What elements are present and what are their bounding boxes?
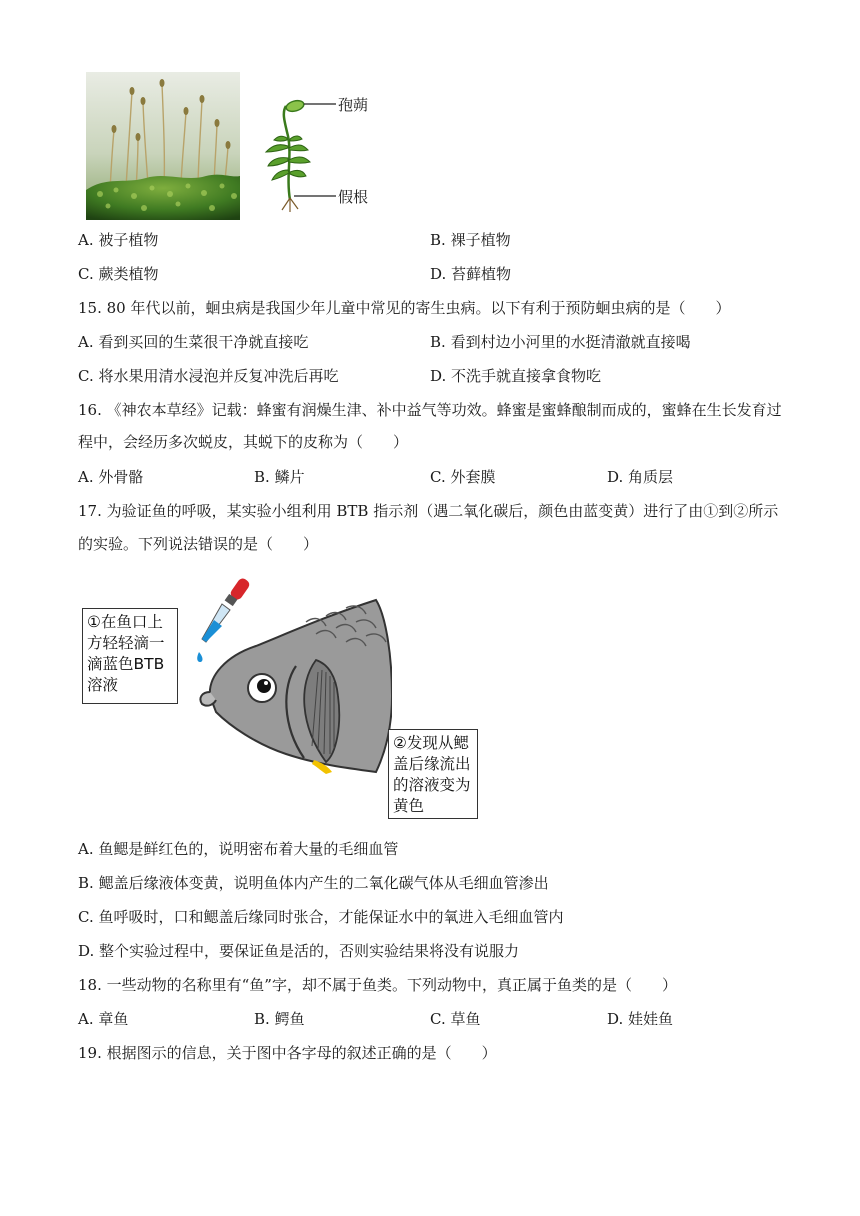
moss-photo	[86, 72, 240, 220]
q18-option-b[interactable]: B. 鳄鱼	[254, 1010, 305, 1028]
q15-option-a[interactable]: A. 看到买回的生菜很干净就直接吃	[78, 333, 309, 351]
fish-illustration	[186, 576, 392, 776]
step1-box: ①在鱼口上 方轻轻滴一 滴蓝色BTB 溶液	[82, 608, 178, 704]
q18-option-a[interactable]: A. 章鱼	[78, 1010, 129, 1028]
q15-option-c[interactable]: C. 将水果用清水浸泡并反复冲洗后再吃	[78, 367, 339, 385]
q14-option-d[interactable]: D. 苔藓植物	[430, 265, 512, 283]
rhizoid-label: 假根	[338, 188, 369, 206]
q19-stem: 19. 根据图示的信息，关于图中各字母的叙述正确的是（ ）	[78, 1044, 497, 1062]
q16-option-d[interactable]: D. 角质层	[607, 468, 674, 486]
q16-stem-line1: 16. 《神农本草经》记载：蜂蜜有润燥生津、补中益气等功效。蜂蜜是蜜蜂酿制而成的，蜜蜂在生长发育过	[78, 401, 782, 419]
q17-option-d[interactable]: D. 整个实验过程中，要保证鱼是活的，否则实验结果将没有说服力	[78, 942, 520, 960]
q17-stem-line1: 17. 为验证鱼的呼吸，某实验小组利用 BTB 指示剂（遇二氧化碳后，颜色由蓝变黄）进行了由①到②所示	[78, 502, 779, 520]
q14-option-c[interactable]: C. 蕨类植物	[78, 265, 159, 283]
q17-stem-line2: 的实验。下列说法错误的是（ ）	[78, 535, 319, 553]
q14-option-a[interactable]: A. 被子植物	[78, 231, 159, 249]
q18-option-d[interactable]: D. 娃娃鱼	[607, 1010, 674, 1028]
q15-option-b[interactable]: B. 看到村边小河里的水挺清澈就直接喝	[430, 333, 691, 351]
step2-box: ②发现从鳃 盖后缘流出 的溶液变为 黄色	[388, 729, 478, 819]
q16-option-c[interactable]: C. 外套膜	[430, 468, 496, 486]
q18-option-c[interactable]: C. 草鱼	[430, 1010, 481, 1028]
q17-option-c[interactable]: C. 鱼呼吸时，口和鳃盖后缘同时张合，才能保证水中的氧进入毛细血管内	[78, 908, 564, 926]
q14-option-b[interactable]: B. 裸子植物	[430, 231, 511, 249]
capsule-label: 孢蒴	[338, 96, 369, 114]
q16-option-b[interactable]: B. 鳞片	[254, 468, 305, 486]
q17-option-a[interactable]: A. 鱼鳃是鲜红色的，说明密布着大量的毛细血管	[78, 840, 399, 858]
q17-option-b[interactable]: B. 鳃盖后缘液体变黄，说明鱼体内产生的二氧化碳气体从毛细血管渗出	[78, 874, 549, 892]
q16-option-a[interactable]: A. 外骨骼	[78, 468, 144, 486]
q15-option-d[interactable]: D. 不洗手就直接拿食物吃	[430, 367, 602, 385]
q16-stem-line2: 程中，会经历多次蜕皮，其蜕下的皮称为（ ）	[78, 433, 409, 451]
dropper-icon	[197, 577, 251, 662]
q15-stem: 15. 80 年代以前，蛔虫病是我国少年儿童中常见的寄生虫病。以下有利于预防蛔虫病的是（ ）	[78, 299, 731, 317]
q18-stem: 18. 一些动物的名称里有“鱼”字，却不属于鱼类。下列动物中，真正属于鱼类的是（ ）	[78, 976, 677, 994]
